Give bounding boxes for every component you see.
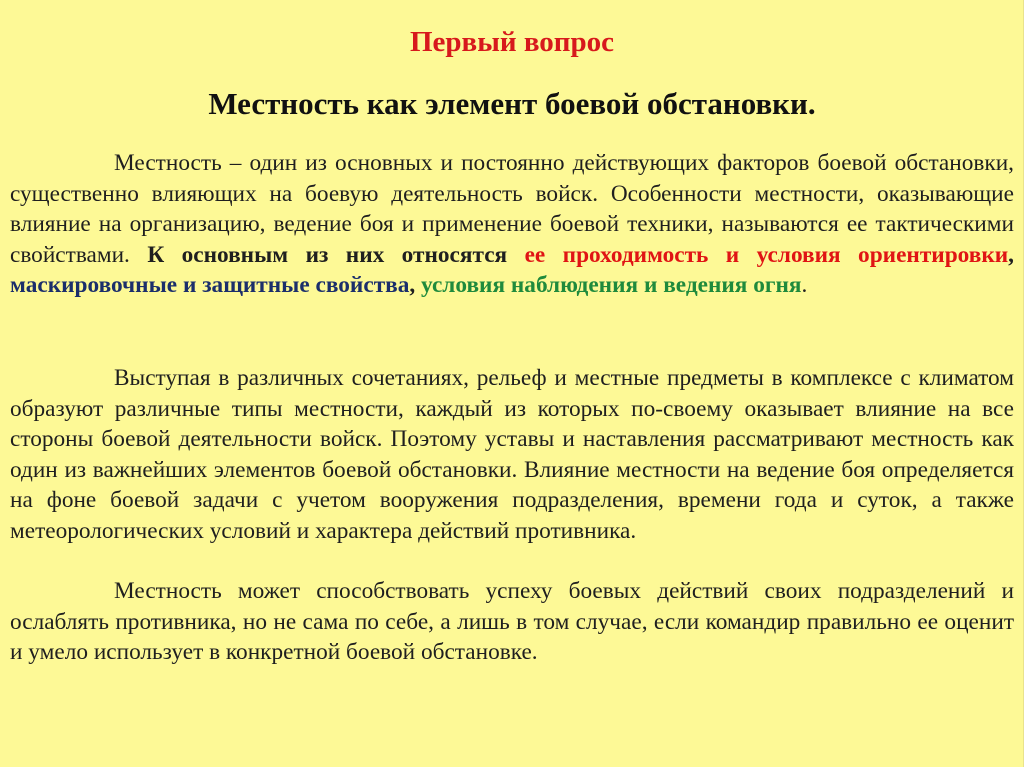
- separator-1: ,: [1008, 241, 1014, 268]
- paragraph-1-text: Местность – один из основных и постоянно действующих факторов боевой обстановки, существенно влияющих на боевую деятельность войск. Особенности местности, оказывающие влияние на организацию, ведение боя и применение боевой техники, называются ее тактическими свойствами.: [10, 150, 1014, 268]
- highlight-camouflage: маскировочные и защитные свойства: [10, 272, 410, 298]
- slide-subtitle: Местность как элемент боевой обстановки.: [208, 86, 816, 121]
- highlight-passability: ее проходимость и условия ориентировки: [524, 241, 1009, 268]
- paragraph-1-end: .: [801, 272, 808, 298]
- slide-title: Первый вопрос: [410, 26, 614, 58]
- paragraph-1: [10, 148, 1014, 301]
- separator-2: ,: [409, 272, 422, 298]
- highlight-observation: условия наблюдения и ведения огня: [421, 272, 802, 298]
- paragraph-3: Местность может способствовать успеху боевых действий своих подразделений и ослаблять противника, но не сама по себе, а лишь в том случае, если командир правильно ее оценит и умело использует в конкретной боевой обстановке.: [10, 578, 1014, 665]
- paragraph-1-bold-intro: К основным из них относятся: [147, 241, 525, 268]
- paragraph-2: Выступая в различных сочетаниях, рельеф и местные предметы в комплексе с климатом образуют различные типы местности, каждый из которых по-своему оказывает влияние на все стороны боевой деятельности войск. Поэтому уставы и наставления рассматривают местность как один из важнейших элементов боевой обстановки. Влияние местности на ведение боя определяется на фоне боевой задачи с учетом вооружения подразделения, времени года и суток, а также метеорологических условий и характера действий противника.: [10, 365, 1014, 544]
